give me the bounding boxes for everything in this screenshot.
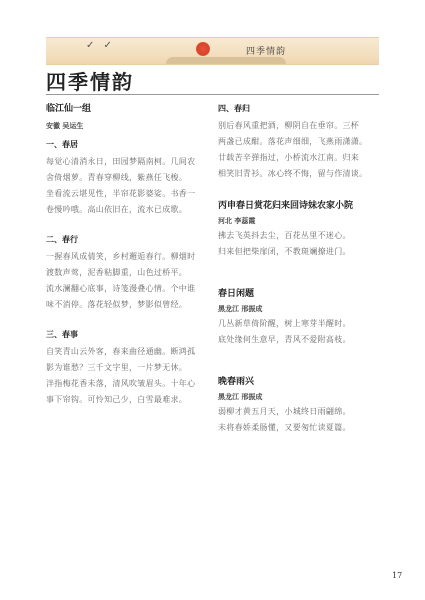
section-heading: 一、春居	[46, 140, 78, 149]
poem-body	[46, 249, 206, 313]
poem-line: 弱柳才黄五月天，小城终日雨翩绵。	[218, 407, 351, 416]
poem-body	[46, 344, 206, 408]
poem-line: 渡数声莺，泥香粘脚重，山色过桥平。	[46, 268, 188, 277]
poem-body	[218, 404, 378, 436]
page-title: 四季情韵	[46, 70, 134, 94]
poem-line: 拂去飞英抖去尘，百花丛里不迷心。	[218, 231, 351, 240]
poem-line: 底处缘何生意早，青风不爱附高枝。	[218, 335, 351, 344]
poem-line: 卷慢吟哦。高山依旧在，流水已成歌。	[46, 205, 188, 214]
poem-line: 每觉心清消永日，田园梦隔南柯。几间农	[46, 157, 196, 166]
poem-body	[218, 228, 378, 260]
poem-line: 归来但把柴扉闭，不教斑斓撩进门。	[218, 247, 351, 256]
poem-line: 未将春娇柔肠懂，又要匆忙读夏篇。	[218, 423, 351, 432]
poem-line: 味不消停。落花轻似梦，梦影似曾经。	[46, 300, 188, 309]
poem-line: 廿载苦辛弹指过，小桥流水江南。归来	[218, 153, 360, 162]
poem-line: 一握春风成倩笑，乡村邂逅春行。柳烟时	[46, 252, 196, 261]
poem-author: 河北 李蕊霞	[218, 216, 256, 225]
right-column	[218, 101, 378, 436]
poem-line: 流水澜翻心底事，诗笺漫叠心情。个中谁	[46, 284, 196, 293]
poem-author: 安徽 吴运生	[46, 121, 84, 130]
section-heading: 四、春归	[218, 104, 250, 113]
page-number: 17	[392, 571, 403, 580]
poem-title: 丙申春日赏花归来回诗妹农家小院	[218, 201, 354, 211]
cranes-icon: ✓ ✓	[86, 40, 115, 51]
banner-title: 四季情韵	[246, 47, 287, 57]
section-heading: 三、春事	[46, 330, 78, 339]
poem-line: 别后春风重把酒，柳阴自在垂帘。三杯	[218, 121, 360, 130]
sun-icon	[196, 42, 210, 56]
poem-body	[46, 154, 206, 218]
poem-author: 黑龙江 邢振成	[218, 304, 263, 313]
poem-line: 相笑旧青衫。冰心终不悔，留与作清谈。	[218, 169, 368, 178]
poem-line: 坐看流云堪见性，半帘花影婆娑。书香一	[46, 189, 196, 198]
poem-title: 春日闲题	[218, 289, 255, 299]
poem-line: 自笑青山云外客，春来曲径通幽。断鸿孤	[46, 347, 196, 356]
title-divider	[46, 94, 379, 95]
poem-line: 事下帘钩。可怜知己少，白雪最难求。	[46, 395, 188, 404]
poem-line: 舍倚烟萝。青春穿柳线，紫燕任飞梭。	[46, 173, 188, 182]
poem-body	[218, 118, 378, 182]
poem-title: 晚春雨兴	[218, 377, 255, 387]
poem-line: 几丛新草倚阶醒，树上寒芽半醒时。	[218, 319, 351, 328]
poem-line: 影为谁愁？三千文字里，一片梦无休。	[46, 363, 188, 372]
poem-line: 泮指梅花香未落，清风吹皱眉头。十年心	[46, 379, 196, 388]
hill-decoration	[166, 57, 286, 64]
poem-author: 黑龙江 邢振成	[218, 392, 263, 401]
poem-line: 两盏已成酣。落花声细细，飞燕雨潇潇。	[218, 137, 368, 146]
left-column	[46, 101, 206, 408]
header-banner	[46, 37, 379, 65]
poem-title: 临江仙一组	[46, 104, 92, 114]
poem-body	[218, 316, 378, 348]
section-heading: 二、春行	[46, 235, 78, 244]
